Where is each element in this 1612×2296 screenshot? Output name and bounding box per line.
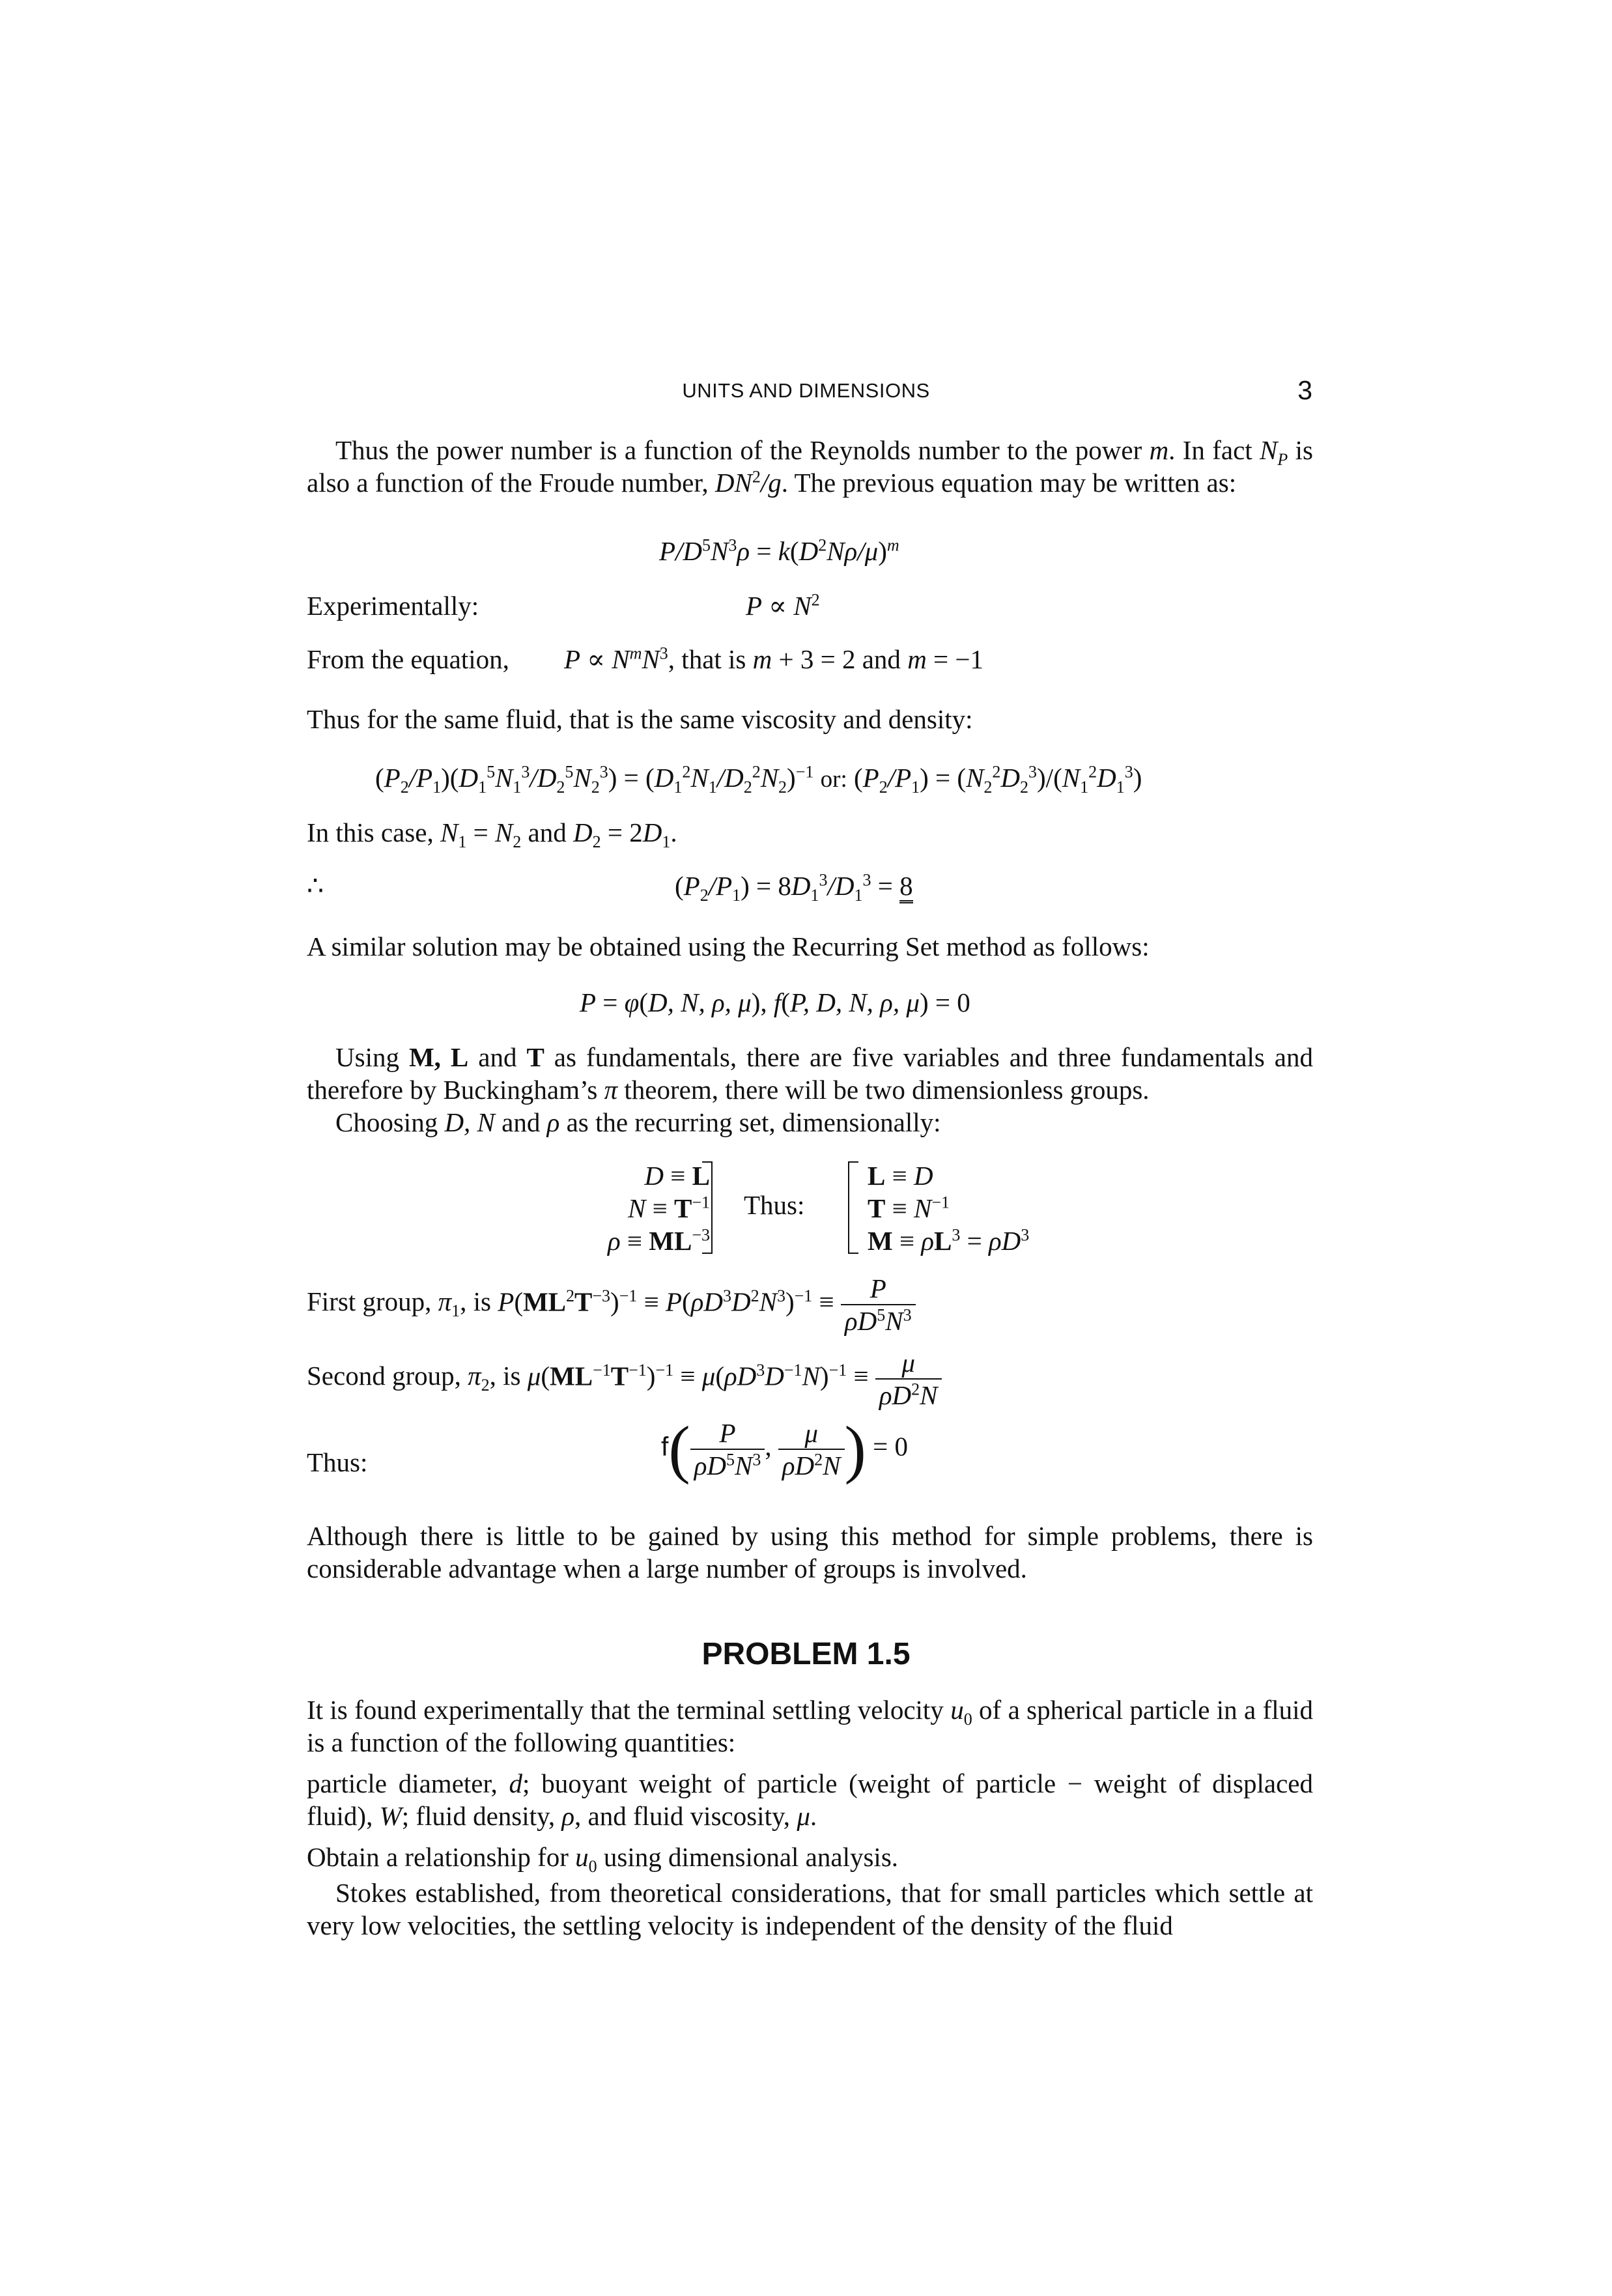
equation-power-ratio: $(P_2/P_1)(D_1^5N_1^3/D_2^5N_2^3) = (D_1^2N_1/D_2^2N_2)^{-1}$ or: $(P_2/P_1) = (N_2^2D_2^3)/(N_1^2D_1^3)$ [375,762,1142,797]
equation-final-relation: f( $\frac{P}{\rho D^5N^3}$ , $\frac{\mu}{\rho D^2N}$ ) = 0 [661,1413,908,1485]
paragraph-using-mlt: Using M, L and T as fundamentals, there are five variables and three fundamentals and therefore by Buckingham’s π theorem, there will be two dimensionless groups. [307,1042,1313,1105]
first-group: First group, $\pi_1$, is $P(ML^2T^{-3})^{-1} \equiv P(\rho D^3D^2N^3)^{-1}$ ≡ $\frac{P}{\rho D^5N^3}$ [307,1273,916,1337]
paragraph-this-case: In this case, $N_1 = N_2$ and $D_2 = 2D_1$. [307,817,677,852]
power-ratio-result: 8 [899,872,913,903]
paragraph-choosing: Choosing D, N and ρ as the recurring set, dimensionally: [335,1107,941,1137]
problem-paragraph-2: particle diameter, d; buoyant weight of particle (weight of particle − weight of displaced fluid), W; fluid density, ρ, and fluid viscosity, μ. [307,1768,1313,1831]
fraction-reynolds: $\frac{\mu}{\rho D^2N}$ [875,1347,942,1411]
second-group: Second group, $\pi_2$, is $\mu(ML^{-1}T^{-1})^{-1} \equiv \mu(\rho D^3D^{-1}N)^{-1}$ ≡ $\frac{\mu}{\rho D^2N}$ [307,1347,942,1411]
problem-paragraph-4: Stokes established, from theoretical considerations, that for small particles which settle at very low velocities, the settling velocity is independent of the density of the fluid [307,1878,1313,1940]
therefore-symbol: ∴ [307,871,324,901]
paragraph-although: Although there is little to be gained by using this method for simple problems, there is considerable advantage when a large number of groups is involved. [307,1521,1313,1583]
paragraph-same-fluid: Thus for the same fluid, that is the same viscosity and density: [307,704,973,734]
label-first-group: First group, $\pi_1$, is [307,1286,492,1321]
label-experimentally: Experimentally: [307,591,479,621]
paragraph-recurring-intro: A similar solution may be obtained using the Recurring Set method as follows: [307,931,1150,961]
fraction-power-number: $\frac{P}{\rho D^5N^3}$ [841,1273,916,1337]
equation-function-form: P = φ(D, N, ρ, μ), f(P, D, N, ρ, μ) = 0 [580,987,970,1017]
matrix-right-bracket [848,1161,858,1254]
matrix-left: D ≡ L $N \equiv T^{-1}$ $\rho \equiv ML^{-3}$ [607,1161,710,1256]
matrix-right: L ≡ D $T \equiv N^{-1}$ $M \equiv \rho L^3 = \rho D^3$ [868,1161,1030,1256]
problem-paragraph-3: Obtain a relationship for $u_0$ using dimensional analysis. [307,1842,899,1877]
label-thus-final: Thus: [307,1447,368,1477]
label-from-equation: From the equation, [307,644,509,674]
paragraph-power-number: Thus the power number is a function of the Reynolds number to the power m. In fact $N_P$ is also a function of the Froude number, $DN^2/g$. The previous equation may be written as: [307,435,1313,498]
equation-power-number: $P/D^5N^3\rho = k(D^2N\rho/\mu)^m$ [659,535,899,566]
equation-power-result: $(P_2/P_1) = 8D_1^3/D_1^3 = 8$ [675,870,913,905]
running-title: UNITS AND DIMENSIONS [682,379,930,402]
label-second-group: Second group, $\pi_2$, is [307,1361,521,1395]
page-number: 3 [1297,375,1312,405]
matrix-left-bracket [702,1161,713,1254]
equation-experimental: $P \propto N^2$ [746,590,820,621]
label-thus-matrix: Thus: [744,1190,805,1220]
label-or: or: [820,766,847,793]
equation-from-equation: $P \propto N^mN^3$, that is m + 3 = 2 and m = −1 [564,644,984,674]
problem-heading: PROBLEM 1.5 [701,1637,911,1671]
problem-paragraph-1: It is found experimentally that the terminal settling velocity $u_0$ of a spherical particle in a fluid is a function of the following quantities: [307,1695,1314,1757]
